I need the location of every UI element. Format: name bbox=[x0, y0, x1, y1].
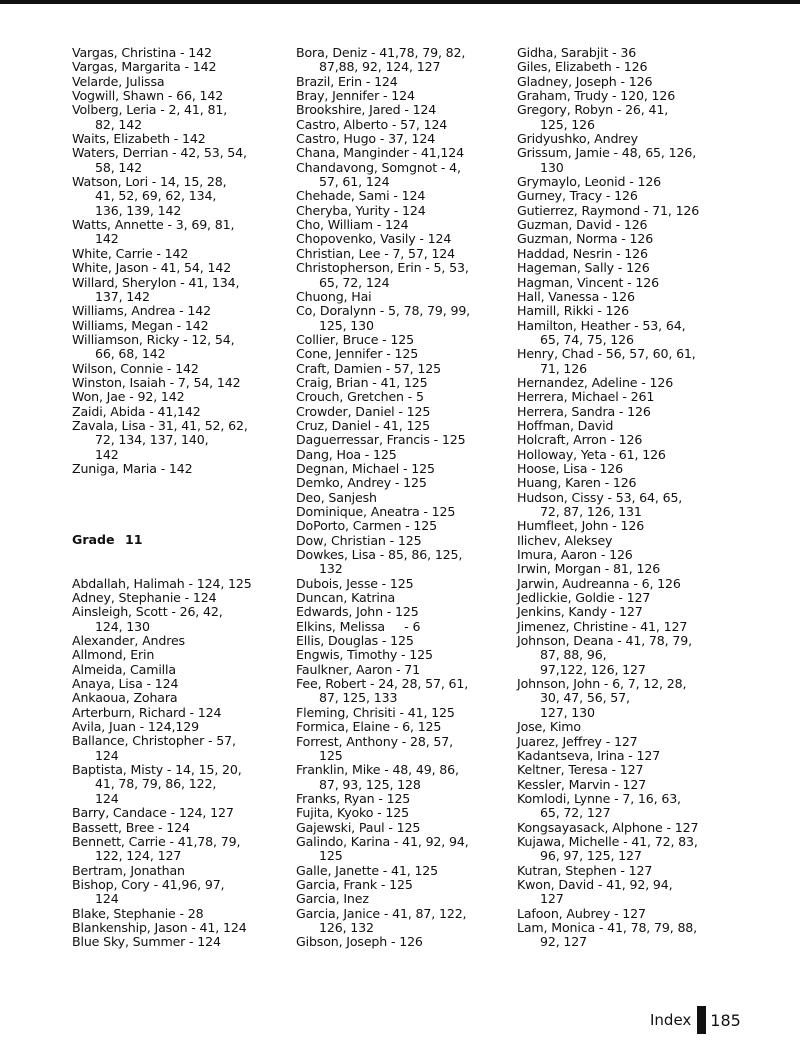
index-entry: Gregory, Robyn - 26, 41, 125, 126 bbox=[517, 102, 669, 132]
index-entry: Cone, Jennifer - 125 bbox=[296, 346, 419, 362]
index-entry: Abdallah, Halimah - 124, 125 bbox=[72, 575, 252, 591]
index-entry: Castro, Hugo - 37, 124 bbox=[296, 131, 436, 147]
index-entry: Bertram, Jonathan bbox=[72, 862, 185, 878]
index-entry: Hudson, Cissy - 53, 64, 65, 72, 87, 126, 131 bbox=[517, 489, 683, 519]
index-entry: Johnson, Deana - 41, 78, 79, 87, 88, 96, 97,122, 126, 127 bbox=[517, 633, 692, 677]
index-entry: Castro, Alberto - 57, 124 bbox=[296, 116, 448, 132]
top-edge-bar bbox=[0, 0, 800, 4]
index-entry: Herrera, Michael - 261 bbox=[517, 389, 655, 405]
index-entry: Anaya, Lisa - 124 bbox=[72, 676, 179, 692]
index-entry: Chuong, Hai bbox=[296, 288, 372, 304]
index-entry: Juarez, Jeffrey - 127 bbox=[517, 733, 638, 749]
index-entry: Galle, Janette - 41, 125 bbox=[296, 862, 439, 878]
index-entry: Franks, Ryan - 125 bbox=[296, 790, 411, 806]
index-entry: Jose, Kimo bbox=[517, 719, 581, 735]
index-entry: Almeida, Camilla bbox=[72, 661, 176, 677]
index-entry: Vargas, Christina - 142 bbox=[72, 45, 212, 60]
index-entry: Waters, Derrian - 42, 53, 54, 58, 142 bbox=[72, 145, 247, 175]
index-column-3 bbox=[517, 46, 747, 950]
index-entry: Irwin, Morgan - 81, 126 bbox=[517, 561, 661, 577]
index-entry: Formica, Elaine - 6, 125 bbox=[296, 719, 442, 735]
index-entry: Herrera, Sandra - 126 bbox=[517, 403, 651, 419]
index-entry: Kessler, Marvin - 127 bbox=[517, 776, 647, 792]
index-entry: Bishop, Cory - 41,96, 97, 124 bbox=[72, 876, 225, 907]
index-entry: Keltner, Teresa - 127 bbox=[517, 762, 644, 778]
index-entry: Craig, Brian - 41, 125 bbox=[296, 374, 428, 390]
index-entry: Cho, William - 124 bbox=[296, 217, 409, 233]
index-entry: Bassett, Bree - 124 bbox=[72, 819, 190, 835]
index-entry: Kwon, David - 41, 92, 94, 127 bbox=[517, 876, 673, 907]
index-entry: Brookshire, Jared - 124 bbox=[296, 102, 437, 118]
index-entry: Dubois, Jesse - 125 bbox=[296, 575, 414, 591]
index-entry: Holloway, Yeta - 61, 126 bbox=[517, 446, 666, 462]
index-entry: Gurney, Tracy - 126 bbox=[517, 188, 638, 204]
footer-divider-bar bbox=[697, 1006, 706, 1034]
index-entry: Vogwill, Shawn - 66, 142 bbox=[72, 88, 224, 104]
index-entry: Engwis, Timothy - 125 bbox=[296, 647, 433, 663]
index-entry: White, Jason - 41, 54, 142 bbox=[72, 260, 232, 276]
index-entry: Bennett, Carrie - 41,78, 79, 122, 124, 127 bbox=[72, 833, 241, 864]
index-entry: Bray, Jennifer - 124 bbox=[296, 88, 415, 104]
index-entry: Lafoon, Aubrey - 127 bbox=[517, 905, 646, 921]
index-entry: Hageman, Sally - 126 bbox=[517, 260, 650, 276]
index-entry: Dang, Hoa - 125 bbox=[296, 446, 397, 462]
index-column-2 bbox=[296, 46, 506, 950]
index-entry: Ellis, Douglas - 125 bbox=[296, 633, 414, 649]
index-entry: Chandavong, Somgnot - 4, 57, 61, 124 bbox=[296, 159, 461, 190]
index-entry: Ainsleigh, Scott - 26, 42, 124, 130 bbox=[72, 604, 223, 634]
index-entry: Velarde, Julissa bbox=[72, 73, 165, 89]
page-number: 185 bbox=[710, 1010, 741, 1030]
index-entry: Galindo, Karina - 41, 92, 94, 125 bbox=[296, 833, 469, 864]
page-footer bbox=[650, 1005, 741, 1035]
index-entry: Hamill, Rikki - 126 bbox=[517, 303, 630, 319]
index-entry: Garcia, Inez bbox=[296, 891, 369, 907]
section-spacer bbox=[72, 476, 282, 533]
index-column-1 bbox=[72, 46, 282, 950]
index-entry: Volberg, Leria - 2, 41, 81, 82, 142 bbox=[72, 102, 228, 132]
index-entry: Kutran, Stephen - 127 bbox=[517, 862, 653, 878]
index-entry: Henry, Chad - 56, 57, 60, 61, 71, 126 bbox=[517, 346, 696, 376]
index-entry: Williams, Andrea - 142 bbox=[72, 303, 211, 319]
index-entry: Faulkner, Aaron - 71 bbox=[296, 661, 420, 677]
index-entry: Crouch, Gretchen - 5 bbox=[296, 389, 424, 405]
index-entry: Garcia, Frank - 125 bbox=[296, 876, 413, 892]
index-entry: Ilichev, Aleksey bbox=[517, 532, 613, 548]
index-entry: Watts, Annette - 3, 69, 81, 142 bbox=[72, 217, 235, 247]
index-entry: Blue Sky, Summer - 124 bbox=[72, 934, 221, 950]
index-entry: Chopovenko, Vasily - 124 bbox=[296, 231, 452, 247]
index-entry: Dowkes, Lisa - 85, 86, 125, 132 bbox=[296, 547, 463, 577]
index-entry: Lam, Monica - 41, 78, 79, 88, 92, 127 bbox=[517, 919, 698, 950]
index-entry: Bora, Deniz - 41,78, 79, 82, 87,88, 92, 124, 127 bbox=[296, 45, 466, 75]
index-entry: Hernandez, Adeline - 126 bbox=[517, 374, 674, 390]
index-entry: Blake, Stephanie - 28 bbox=[72, 905, 204, 921]
index-entry: Kongsayasack, Alphone - 127 bbox=[517, 819, 699, 835]
index-entry: Zuniga, Maria - 142 bbox=[72, 460, 193, 476]
index-entry: Gutierrez, Raymond - 71, 126 bbox=[517, 202, 700, 218]
index-entry: Franklin, Mike - 48, 49, 86, 87, 93, 125, 128 bbox=[296, 762, 459, 792]
index-entry: Barry, Candace - 124, 127 bbox=[72, 805, 234, 821]
index-entry: Crowder, Daniel - 125 bbox=[296, 403, 431, 419]
index-entry: Zaidi, Abida - 41,142 bbox=[72, 403, 201, 419]
index-entry: Grissum, Jamie - 48, 65, 126, 130 bbox=[517, 145, 697, 175]
index-entry: Duncan, Katrina bbox=[296, 590, 396, 606]
index-entry: Watson, Lori - 14, 15, 28, 41, 52, 69, 62, 134, 136, 139, 142 bbox=[72, 174, 227, 218]
index-entry: Daguerressar, Francis - 125 bbox=[296, 432, 466, 448]
index-entry: Winston, Isaiah - 7, 54, 142 bbox=[72, 374, 241, 390]
index-entry: Won, Jae - 92, 142 bbox=[72, 389, 185, 405]
index-entry: Christian, Lee - 7, 57, 124 bbox=[296, 245, 456, 261]
index-entry: Imura, Aaron - 126 bbox=[517, 547, 633, 563]
index-entry: Jarwin, Audreanna - 6, 126 bbox=[517, 575, 681, 591]
index-entry: White, Carrie - 142 bbox=[72, 245, 189, 261]
index-entry: Fleming, Chrisiti - 41, 125 bbox=[296, 704, 455, 720]
index-entry: Vargas, Margarita - 142 bbox=[72, 59, 217, 75]
index-entry: Collier, Bruce - 125 bbox=[296, 331, 414, 347]
index-entry: Deo, Sanjesh bbox=[296, 489, 377, 505]
index-entry: Johnson, John - 6, 7, 12, 28, 30, 47, 56, 57, 127, 130 bbox=[517, 676, 687, 720]
index-entry: Fee, Robert - 24, 28, 57, 61, 87, 125, 133 bbox=[296, 676, 469, 706]
index-entry: Giles, Elizabeth - 126 bbox=[517, 59, 648, 75]
index-entry: Ankaoua, Zohara bbox=[72, 690, 178, 706]
index-entry: Demko, Andrey - 125 bbox=[296, 475, 427, 491]
index-entry: Garcia, Janice - 41, 87, 122, 126, 132 bbox=[296, 905, 467, 935]
index-entry: Holcraft, Arron - 126 bbox=[517, 432, 643, 448]
index-entry: Arterburn, Richard - 124 bbox=[72, 704, 222, 720]
index-entry: Dominique, Aneatra - 125 bbox=[296, 504, 456, 519]
index-entry: Jedlickie, Goldie - 127 bbox=[517, 590, 651, 606]
index-entry: Allmond, Erin bbox=[72, 647, 155, 663]
index-entry: Chehade, Sami - 124 bbox=[296, 188, 426, 204]
index-entry: Avila, Juan - 124,129 bbox=[72, 719, 199, 735]
index-entry: Hamilton, Heather - 53, 64, 65, 74, 75, 126 bbox=[517, 317, 686, 347]
index-entry: Jenkins, Kandy - 127 bbox=[517, 604, 643, 620]
index-entry: Christopherson, Erin - 5, 53, 65, 72, 124 bbox=[296, 260, 469, 290]
index-entry: Adney, Stephanie - 124 bbox=[72, 590, 217, 605]
index-entry: Chana, Manginder - 41,124 bbox=[296, 145, 465, 161]
index-entry: Edwards, John - 125 bbox=[296, 604, 419, 620]
index-entry: Williams, Megan - 142 bbox=[72, 317, 209, 333]
section-spacer bbox=[72, 548, 282, 577]
index-entry: Waits, Elizabeth - 142 bbox=[72, 131, 206, 147]
index-entry: Kujawa, Michelle - 41, 72, 83, 96, 97, 125, 127 bbox=[517, 833, 698, 864]
index-entry: Alexander, Andres bbox=[72, 633, 185, 649]
index-entry: Guzman, Norma - 126 bbox=[517, 231, 654, 247]
index-entry: Grymaylo, Leonid - 126 bbox=[517, 174, 662, 190]
index-entry: Gidha, Sarabjit - 36 bbox=[517, 45, 637, 60]
index-entry: Haddad, Nesrin - 126 bbox=[517, 245, 648, 261]
index-entry: Jimenez, Christine - 41, 127 bbox=[517, 618, 688, 634]
index-entry: Fujita, Kyoko - 125 bbox=[296, 805, 409, 821]
index-entry: Graham, Trudy - 120, 126 bbox=[517, 88, 676, 104]
index-entry: Williamson, Ricky - 12, 54, 66, 68, 142 bbox=[72, 331, 235, 362]
index-entry: Wilson, Connie - 142 bbox=[72, 360, 199, 376]
section-heading: Grade 11 bbox=[72, 532, 143, 548]
index-entry: Gridyushko, Andrey bbox=[517, 131, 638, 147]
index-entry: Craft, Damien - 57, 125 bbox=[296, 360, 441, 376]
index-entry: DoPorto, Carmen - 125 bbox=[296, 518, 437, 534]
index-entry: Brazil, Erin - 124 bbox=[296, 73, 398, 89]
index-entry: Ballance, Christopher - 57, 124 bbox=[72, 733, 236, 763]
index-entry: Elkins, Melissa - 6 bbox=[296, 618, 421, 634]
index-entry: Hall, Vanessa - 126 bbox=[517, 288, 635, 304]
index-entry: Gajewski, Paul - 125 bbox=[296, 819, 421, 835]
index-entry: Huang, Karen - 126 bbox=[517, 475, 637, 491]
index-entry: Zavala, Lisa - 31, 41, 52, 62, 72, 134, 137, 140, 142 bbox=[72, 417, 248, 462]
index-entry: Hagman, Vincent - 126 bbox=[517, 274, 660, 290]
index-entry: Degnan, Michael - 125 bbox=[296, 460, 435, 476]
index-entry: Cheryba, Yurity - 124 bbox=[296, 202, 426, 218]
index-entry: Hoose, Lisa - 126 bbox=[517, 460, 624, 476]
index-entry: Baptista, Misty - 14, 15, 20, 41, 78, 79, 86, 122, 124 bbox=[72, 762, 242, 806]
index-entry: Gladney, Joseph - 126 bbox=[517, 73, 653, 89]
index-entry: Komlodi, Lynne - 7, 16, 63, 65, 72, 127 bbox=[517, 790, 681, 821]
index-entry: Co, Doralynn - 5, 78, 79, 99, 125, 130 bbox=[296, 303, 471, 333]
index-entry: Kadantseva, Irina - 127 bbox=[517, 747, 661, 763]
index-entry: Willard, Sherylon - 41, 134, 137, 142 bbox=[72, 274, 240, 304]
index-entry: Gibson, Joseph - 126 bbox=[296, 934, 423, 950]
index-entry: Blankenship, Jason - 41, 124 bbox=[72, 919, 247, 935]
index-entry: Guzman, David - 126 bbox=[517, 217, 648, 233]
index-entry: Forrest, Anthony - 28, 57, 125 bbox=[296, 733, 453, 763]
index-entry: Hoffman, David bbox=[517, 417, 614, 433]
index-entry: Cruz, Daniel - 41, 125 bbox=[296, 417, 431, 433]
index-entry: Dow, Christian - 125 bbox=[296, 532, 422, 548]
footer-section-label: Index bbox=[650, 1011, 692, 1029]
index-entry: Humfleet, John - 126 bbox=[517, 518, 645, 534]
